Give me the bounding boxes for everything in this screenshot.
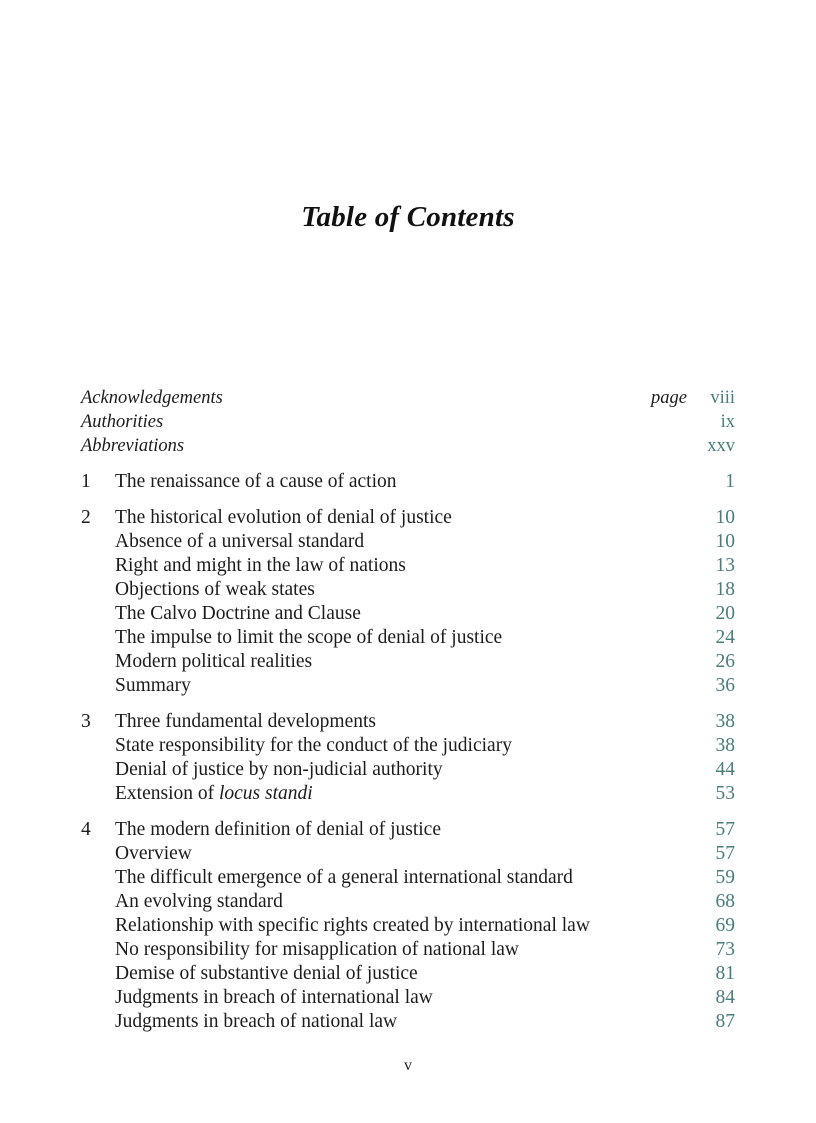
toc-page-number[interactable]: 24 [715, 627, 735, 648]
section-title: Overview [115, 843, 192, 864]
toc-entry-abbreviations[interactable] [81, 434, 735, 458]
section-entry[interactable] [81, 938, 735, 962]
section-entry[interactable] [81, 1010, 735, 1034]
section-entry[interactable] [81, 758, 735, 782]
toc-page-number[interactable]: 26 [715, 651, 735, 672]
toc-page-number[interactable]: 68 [715, 891, 735, 912]
page-title: Table of Contents [301, 201, 515, 233]
section-title-italic: locus standi [218, 783, 313, 804]
section-entry[interactable] [81, 782, 735, 806]
table-of-contents [81, 386, 735, 1034]
toc-page-number[interactable]: 13 [715, 555, 735, 576]
section-entry[interactable] [81, 650, 735, 674]
toc-page-number[interactable]: 20 [715, 603, 735, 624]
chapter-number: 2 [81, 507, 91, 528]
section-title: Relationship with specific rights created by international law [115, 915, 590, 936]
section-entry[interactable] [81, 734, 735, 758]
toc-page-number[interactable]: 38 [715, 711, 735, 732]
section-title [115, 782, 313, 806]
toc-page-number[interactable]: 36 [715, 675, 735, 696]
chapter-2-entry[interactable] [81, 506, 735, 530]
toc-page-number[interactable]: 53 [715, 783, 735, 804]
section-title: Demise of substantive denial of justice [115, 963, 418, 984]
section-title: The Calvo Doctrine and Clause [115, 603, 361, 624]
section-title: No responsibility for misapplication of national law [115, 939, 520, 960]
chapter-title: Three fundamental developments [115, 711, 376, 732]
toc-page-number[interactable]: 10 [715, 531, 735, 552]
chapter-1-entry[interactable] [81, 470, 735, 494]
section-title: Judgments in breach of international law [115, 987, 433, 1008]
toc-page-number[interactable]: 73 [715, 939, 735, 960]
toc-entry-authorities[interactable] [81, 410, 735, 434]
toc-page-number[interactable]: 87 [715, 1011, 735, 1032]
section-title: Absence of a universal standard [115, 531, 365, 552]
toc-page-number[interactable]: 18 [715, 579, 735, 600]
toc-page-number[interactable]: 44 [715, 759, 735, 780]
section-title: The difficult emergence of a general international standard [115, 867, 573, 888]
toc-page-number[interactable]: 59 [715, 867, 735, 888]
chapter-title: The historical evolution of denial of justice [115, 507, 452, 528]
section-entry[interactable] [81, 986, 735, 1010]
section-entry[interactable] [81, 866, 735, 890]
toc-page-number[interactable]: 1 [725, 471, 735, 492]
toc-page-number[interactable]: 57 [715, 843, 735, 864]
toc-page-number[interactable]: 10 [715, 507, 735, 528]
chapter-number: 4 [81, 819, 91, 840]
chapter-4-entry[interactable] [81, 818, 735, 842]
section-title-prefix: Extension of [115, 783, 219, 804]
toc-page-number[interactable]: xxv [707, 436, 735, 456]
section-title: Objections of weak states [115, 579, 315, 600]
section-entry[interactable] [81, 554, 735, 578]
toc-page-number[interactable]: 69 [715, 915, 735, 936]
section-title: Right and might in the law of nations [115, 555, 406, 576]
section-title: Summary [115, 675, 191, 696]
toc-page-number[interactable]: ix [720, 412, 735, 432]
section-title: Judgments in breach of national law [115, 1011, 398, 1032]
section-title: The impulse to limit the scope of denial of justice [115, 627, 503, 648]
section-entry[interactable] [81, 842, 735, 866]
chapter-title: The modern definition of denial of justice [115, 819, 441, 840]
section-entry[interactable] [81, 914, 735, 938]
chapter-title: The renaissance of a cause of action [115, 471, 397, 492]
section-title: Denial of justice by non-judicial authority [115, 759, 443, 780]
toc-page-number[interactable]: 38 [715, 735, 735, 756]
section-title: Modern political realities [115, 651, 313, 672]
toc-page-number[interactable]: 84 [715, 987, 735, 1008]
section-title: An evolving standard [115, 891, 283, 912]
section-entry[interactable] [81, 890, 735, 914]
section-title: State responsibility for the conduct of the judiciary [115, 735, 512, 756]
section-entry[interactable] [81, 602, 735, 626]
section-entry[interactable] [81, 578, 735, 602]
toc-entry-label: Authorities [81, 412, 164, 432]
page-folio: v [404, 1057, 412, 1074]
toc-entry-label: Acknowledgements [81, 388, 223, 408]
toc-page-number[interactable]: 57 [715, 819, 735, 840]
chapter-number: 3 [81, 711, 91, 732]
section-entry[interactable] [81, 626, 735, 650]
toc-page-number[interactable]: viii [710, 388, 735, 408]
page-column-label: page [651, 388, 687, 408]
chapter-3-entry[interactable] [81, 710, 735, 734]
toc-entry-acknowledgements[interactable] [81, 386, 735, 410]
section-entry[interactable] [81, 674, 735, 698]
toc-page-number[interactable]: 81 [715, 963, 735, 984]
chapter-number: 1 [81, 471, 91, 492]
section-entry[interactable] [81, 962, 735, 986]
section-entry[interactable] [81, 530, 735, 554]
toc-entry-label: Abbreviations [81, 436, 185, 456]
